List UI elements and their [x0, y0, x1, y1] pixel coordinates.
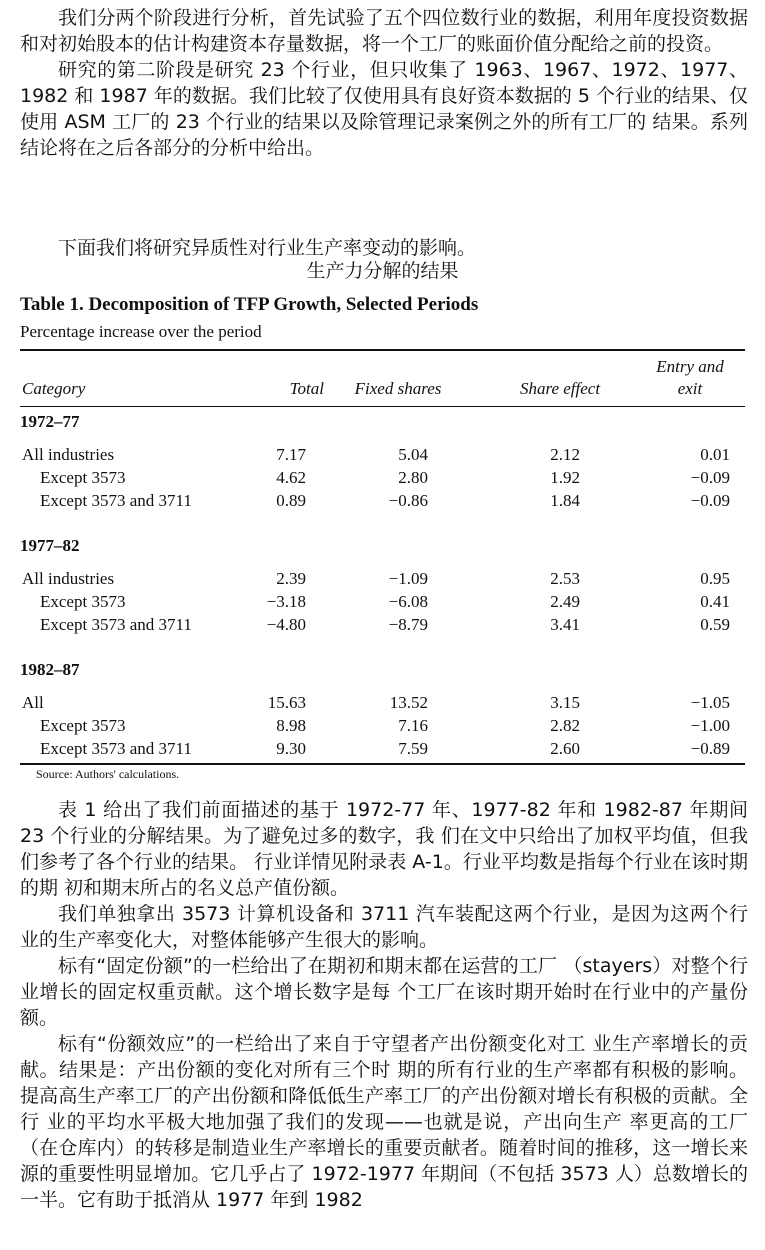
- table-title: Table 1. Decomposition of TFP Growth, Selected Periods: [20, 294, 479, 315]
- intro-paragraph-1: 我们分两个阶段进行分析，首先试验了五个四位数行业的数据，利用年度投资数据和对初始股本的估计构建资本存量数据，将一个工厂的账面价值分配给之前的投资。: [20, 7, 748, 55]
- row-fixed: 7.59: [398, 739, 428, 758]
- row-fixed: −1.09: [388, 569, 428, 588]
- row-category: Except 3573 and 3711: [40, 491, 192, 510]
- table-row: [20, 445, 745, 468]
- row-share: 1.92: [550, 468, 580, 487]
- table-row: [20, 693, 745, 716]
- table-row: [20, 615, 745, 638]
- row-entry: 0.95: [700, 569, 730, 588]
- header-category: Category: [22, 379, 86, 398]
- section-subtitle: 生产力分解的结果: [306, 260, 459, 282]
- table-row: [20, 569, 745, 592]
- row-entry: −1.00: [690, 716, 730, 735]
- table-header-rule: [20, 406, 745, 407]
- row-share: 2.82: [550, 716, 580, 735]
- header-total: Total: [289, 379, 324, 398]
- row-fixed: 7.16: [398, 716, 428, 735]
- row-share: 2.60: [550, 739, 580, 758]
- row-fixed: −6.08: [388, 592, 428, 611]
- table-row: [20, 468, 745, 491]
- row-total: 15.63: [267, 693, 306, 712]
- row-entry: −0.09: [690, 491, 730, 510]
- row-fixed: 13.52: [389, 693, 428, 712]
- header-entry-line1: Entry and: [656, 357, 724, 376]
- intro-text: [20, 5, 748, 161]
- intro-paragraph-2: 研究的第二阶段是研究 23 个行业，但只收集了 1963、1967、1972、1977、1982 和 1987 年的数据。我们比较了仅使用具有良好资本数据的 5 个行业的结果、仅使用 ASM 工厂的 23 个行业的结果以及除管理记录案例之外的所有工厂的 结果。系列结论将在之后各部分的分析中给出。: [20, 59, 748, 159]
- row-category: Except 3573 and 3711: [40, 615, 192, 634]
- body-paragraph-3: 标有“固定份额”的一栏给出了在期初和期末都在运营的工厂 （stayers）对整个行业增长的固定权重贡献。这个增长数字是每 个工厂在该时期开始时在行业中的产量份额。: [20, 955, 748, 1029]
- row-total: 0.89: [276, 491, 306, 510]
- row-fixed: 5.04: [398, 445, 428, 464]
- row-total: 2.39: [276, 569, 306, 588]
- row-total: 7.17: [276, 445, 306, 464]
- row-entry: −0.09: [690, 468, 730, 487]
- body-paragraph-2: 我们单独拿出 3573 计算机设备和 3711 汽车装配这两个行业，是因为这两个行业的生产率变化大，对整体能够产生很大的影响。: [20, 903, 748, 951]
- body-text: [20, 797, 748, 1213]
- period-heading: 1982–87: [20, 660, 80, 679]
- body-paragraph-4: 标有“份额效应”的一栏给出了来自于守望者产出份额变化对工 业生产率增长的贡献。结果是：产出份额的变化对所有三个时 期的所有行业的生产率都有积极的影响。提高高生产率工厂的产出份额和降低低生产率工厂的产出份额对增长有积极的贡献。全行 业的平均水平极大地加强了我们的发现——也就是说，产出向生产 率更高的工厂（在仓库内）的转移是制造业生产率增长的重要贡献者。随着时间的推移，这一增长来源的重要性明显增加。它几乎占了 1972-1977 年期间（不包括 3573 人）总数增长的一半。它有助于抵消从 1977 年到 1982: [20, 1033, 748, 1211]
- row-share: 1.84: [550, 491, 580, 510]
- row-entry: 0.59: [700, 615, 730, 634]
- table-row: [20, 739, 745, 762]
- row-category: Except 3573: [40, 468, 126, 487]
- row-category: Except 3573: [40, 716, 126, 735]
- lead-sentence: 下面我们将研究异质性对行业生产率变动的影响。: [58, 237, 477, 259]
- row-category: All industries: [22, 569, 115, 588]
- table-row: [20, 716, 745, 739]
- table-header: [20, 352, 745, 406]
- row-entry: −0.89: [690, 739, 730, 758]
- row-total: −4.80: [266, 615, 306, 634]
- table-source-note: Source: Authors' calculations.: [36, 767, 180, 781]
- row-category: All: [22, 693, 44, 712]
- row-fixed: −8.79: [388, 615, 428, 634]
- table-row: [20, 592, 745, 615]
- row-entry: −1.05: [690, 693, 730, 712]
- table-bottom-rule: [20, 763, 745, 765]
- header-entry-exit: [630, 356, 750, 400]
- row-share: 2.12: [550, 445, 580, 464]
- row-entry: 0.41: [700, 592, 730, 611]
- row-share: 3.15: [550, 693, 580, 712]
- row-category: Except 3573: [40, 592, 126, 611]
- row-total: −3.18: [266, 592, 306, 611]
- row-share: 2.53: [550, 569, 580, 588]
- row-total: 4.62: [276, 468, 306, 487]
- row-total: 8.98: [276, 716, 306, 735]
- row-fixed: −0.86: [388, 491, 428, 510]
- row-share: 2.49: [550, 592, 580, 611]
- period-heading: 1972–77: [20, 412, 80, 431]
- row-fixed: 2.80: [398, 468, 428, 487]
- table-top-rule: [20, 349, 745, 351]
- row-category: Except 3573 and 3711: [40, 739, 192, 758]
- period-heading: 1977–82: [20, 536, 80, 555]
- body-paragraph-1: 表 1 给出了我们前面描述的基于 1972-77 年、1977-82 年和 1982-87 年期间 23 个行业的分解结果。为了避免过多的数字，我 们在文中只给出了加权平均值，但我们参考了各个行业的结果。 行业详情见附录表 A-1。行业平均数是指每个行业在该时期的期 初和期末所占的名义总产值份额。: [20, 799, 748, 899]
- row-entry: 0.01: [700, 445, 730, 464]
- row-total: 9.30: [276, 739, 306, 758]
- header-entry-line2: exit: [677, 379, 703, 398]
- table-subtitle: Percentage increase over the period: [20, 322, 262, 341]
- table-row: [20, 491, 745, 514]
- header-fixed-shares: Fixed shares: [354, 379, 442, 398]
- row-category: All industries: [22, 445, 115, 464]
- row-share: 3.41: [550, 615, 580, 634]
- header-share-effect: Share effect: [519, 379, 601, 398]
